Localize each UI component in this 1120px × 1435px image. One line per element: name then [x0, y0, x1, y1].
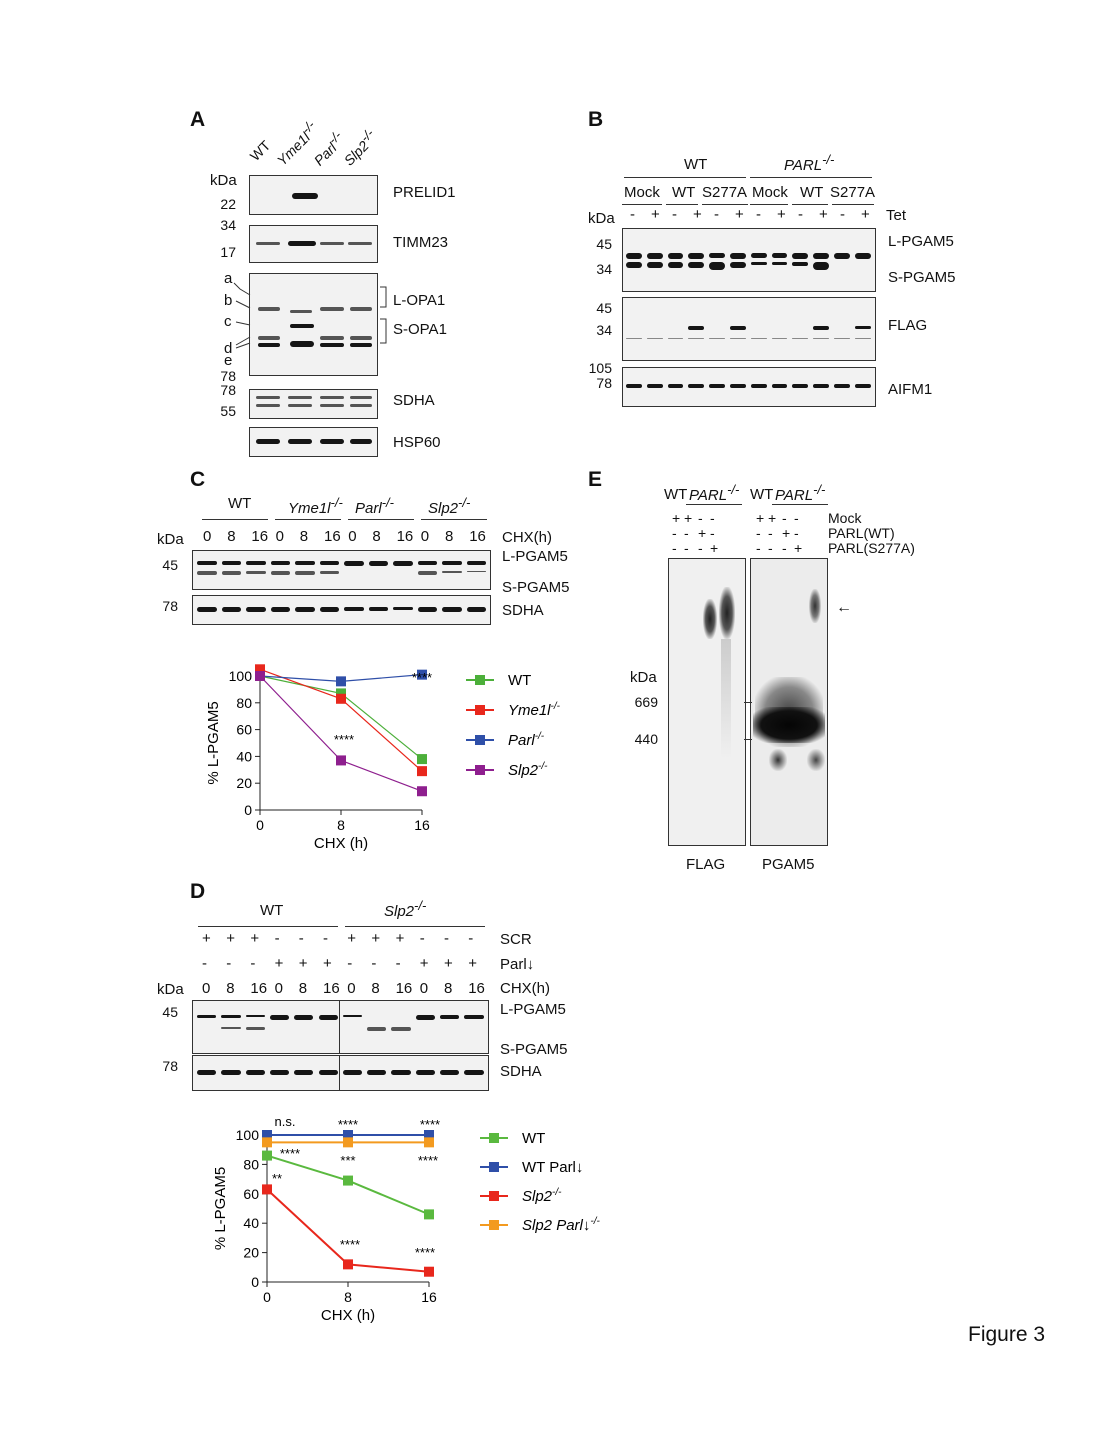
mw-marker: 45 [162, 557, 178, 573]
time-label: 16 [395, 980, 413, 997]
x-tick-label: 0 [263, 1289, 271, 1305]
time-label: 8 [299, 528, 309, 545]
panel-d-parl-row [194, 955, 490, 973]
parl-sign: - [395, 955, 401, 972]
group-label-slp2-d: Slp2-/- [384, 898, 427, 920]
blot-sdha-c [192, 595, 491, 625]
parl-s277a-sign: - [756, 540, 761, 556]
parl-s277a-sign: + [794, 540, 803, 556]
tet-sign: + [777, 206, 786, 223]
y-axis-label: % L-PGAM5 [212, 1166, 229, 1251]
kda-label: kDa [630, 669, 657, 686]
mw-marker: 34 [596, 322, 612, 338]
time-label: 0 [420, 528, 430, 545]
legend-marker [489, 1220, 499, 1230]
scr-sign: + [202, 930, 211, 947]
opa1-letter-a: a [224, 270, 233, 287]
time-label: 8 [371, 980, 380, 997]
y-tick-label: 100 [235, 1127, 259, 1143]
time-label: 16 [469, 528, 486, 545]
time-label: 16 [251, 528, 269, 545]
legend-label: Parl-/- [508, 731, 545, 749]
opa1-letter-b: b [224, 292, 233, 309]
blot-aifm1-b [622, 367, 876, 407]
tet-label: Tet [886, 207, 907, 224]
parl-sign: + [444, 955, 453, 972]
time-label: 8 [444, 980, 453, 997]
kda-label: kDa [157, 981, 184, 998]
label-s-pgam5-c: S-PGAM5 [502, 579, 570, 596]
significance-label: **** [337, 1117, 359, 1132]
data-point [417, 766, 427, 776]
significance-label: **** [279, 1146, 301, 1161]
lane-label-slp2: Slp2-/- [340, 125, 377, 169]
parl-sign: + [468, 955, 477, 972]
significance-label: **** [411, 670, 433, 685]
panel-e-mock-row [668, 510, 828, 524]
legend-label: Yme1l-/- [508, 701, 560, 719]
y-tick-label: 40 [236, 748, 252, 765]
parl-s277a-sign: - [684, 540, 689, 556]
y-tick-label: 60 [243, 1185, 259, 1202]
data-point [262, 1184, 272, 1194]
parl-s277a-sign: - [672, 540, 677, 556]
time-label: 8 [298, 980, 308, 997]
scr-sign: - [419, 930, 425, 947]
scr-sign: - [323, 930, 328, 947]
panel-d-scr-row [194, 930, 490, 948]
mock-sign: + [768, 510, 777, 526]
bottom-label-flag: FLAG [686, 856, 726, 873]
parl-wt-sign: + [782, 525, 791, 541]
label-flag-b: FLAG [888, 317, 928, 334]
scr-sign: + [250, 930, 260, 947]
panel-e-parl-wt-row [668, 525, 828, 539]
scr-sign: + [371, 930, 381, 947]
mw-marker: 17 [220, 244, 236, 260]
tet-sign: - [798, 206, 803, 223]
parl-wt-sign: - [672, 525, 677, 541]
x-tick-label: 0 [256, 817, 264, 833]
group-label: WT [228, 495, 252, 512]
mw-marker: 78 [162, 1058, 178, 1074]
label-s-pgam5-d: S-PGAM5 [500, 1041, 568, 1058]
parl-s277a-sign: - [768, 540, 773, 556]
legend-label: WT [522, 1130, 546, 1147]
legend-label: Slp2 Parl↓-/- [522, 1216, 600, 1234]
group-label-wt: WT [684, 156, 708, 173]
blot-pgam5-d [192, 1000, 489, 1054]
mock-sign: - [782, 510, 787, 526]
opa1-leader-lines [230, 275, 260, 355]
time-label: 16 [324, 528, 341, 545]
group-label: Parl-/- [355, 495, 394, 517]
parl-sign: - [347, 955, 353, 972]
time-label: 16 [396, 528, 414, 545]
header-parl-1: PARL-/- [689, 482, 740, 504]
mw-marker: 105 [588, 360, 612, 376]
time-label: 8 [445, 528, 454, 545]
blot-timm23 [249, 225, 378, 263]
parl-s277a-row-label: PARL(S277A) [828, 540, 915, 556]
y-tick-label: 0 [251, 1274, 259, 1290]
mw-marker: 78 [596, 375, 612, 391]
data-point [262, 1151, 272, 1161]
label-sdha-d: SDHA [500, 1063, 542, 1080]
figure-label: Figure 3 [968, 1323, 1046, 1346]
significance-label: n.s. [274, 1114, 296, 1129]
blot-flag-b [622, 297, 876, 361]
significance-label: **** [419, 1117, 441, 1132]
scr-sign: + [226, 930, 235, 947]
mw-marker: 55 [220, 403, 236, 419]
subgroup-label: WT [672, 184, 696, 201]
data-point [343, 1259, 353, 1269]
tet-sign: + [651, 206, 660, 223]
panel-d-letter: D [190, 880, 206, 903]
scr-sign: - [298, 930, 304, 947]
label-s-opa1: S-OPA1 [393, 321, 447, 338]
parl-s277a-sign: - [782, 540, 787, 556]
parl-sign: + [274, 955, 284, 972]
panel-c-groups [200, 495, 490, 521]
label-sdha: SDHA [393, 392, 435, 409]
opa1-letter-d: d [224, 340, 233, 357]
kda-label: kDa [588, 210, 615, 227]
parl-wt-row-label: PARL(WT) [828, 525, 895, 541]
header-parl-2: PARL-/- [775, 482, 826, 504]
mw-marker: 78 [220, 382, 236, 398]
group-label-parl: PARL-/- [784, 152, 835, 174]
x-tick-label: 16 [421, 1289, 437, 1305]
time-label: 0 [347, 980, 356, 997]
panel-a-letter: A [190, 108, 206, 131]
group-label: Slp2-/- [428, 495, 471, 517]
tet-sign: - [714, 206, 719, 223]
tet-sign: - [840, 206, 845, 223]
blot-hsp60 [249, 427, 378, 457]
arrow-indicator: ← [836, 599, 852, 616]
opa1-letter-e: e [224, 352, 233, 369]
data-point [417, 754, 427, 764]
x-tick-label: 16 [414, 817, 430, 833]
data-point [336, 755, 346, 765]
y-tick-label: 0 [244, 802, 252, 818]
legend-marker [475, 705, 485, 715]
tet-sign: - [672, 206, 677, 223]
lane-label-yme1l: Yme1l-/- [273, 117, 318, 169]
mock-sign: + [756, 510, 765, 526]
time-label: 8 [227, 528, 236, 545]
lane-label-parl: Parl-/- [310, 127, 345, 169]
scr-sign: + [347, 930, 356, 947]
opa1-brackets [378, 285, 390, 345]
chart-c [190, 640, 610, 870]
label-hsp60: HSP60 [393, 434, 441, 451]
blot-pgam5-c [192, 550, 491, 590]
y-tick-label: 100 [228, 668, 252, 684]
y-tick-label: 40 [243, 1215, 259, 1232]
label-aifm1-b: AIFM1 [888, 381, 933, 398]
header-wt-1: WT [664, 486, 688, 503]
x-axis-label: CHX (h) [313, 835, 369, 852]
label-prelid1: PRELID1 [393, 184, 456, 201]
time-label: 0 [348, 528, 357, 545]
parl-sign: - [250, 955, 256, 972]
scr-sign: + [395, 930, 405, 947]
bottom-label-pgam5: PGAM5 [762, 856, 815, 873]
subgroup-label: S277A [702, 184, 748, 201]
significance-label: **** [414, 1245, 436, 1260]
parl-sign: - [371, 955, 377, 972]
legend-label: Slp2-/- [522, 1187, 562, 1205]
legend-marker [475, 735, 485, 745]
time-label: 16 [468, 980, 485, 997]
mw-marker: 45 [596, 236, 612, 252]
data-point [424, 1137, 434, 1147]
y-tick-label: 20 [243, 1244, 259, 1261]
parl-wt-sign: - [768, 525, 773, 541]
subgroup-label: Mock [624, 184, 660, 201]
data-point [336, 694, 346, 704]
mw-marker: 440 [634, 731, 658, 747]
mw-marker: 78 [220, 368, 236, 384]
panel-c-times [196, 528, 492, 546]
mw-marker: 45 [596, 300, 612, 316]
parl-knockdown-label: Parl↓ [500, 956, 535, 973]
parl-wt-sign: - [756, 525, 761, 541]
blot-prelid1 [249, 175, 378, 215]
mw-marker: 22 [220, 196, 236, 212]
time-label: 8 [372, 528, 381, 545]
blot-flag-e [668, 558, 746, 846]
panel-d-times [194, 980, 490, 998]
scr-sign: - [444, 930, 449, 947]
mock-sign: - [794, 510, 799, 526]
y-axis-label: % L-PGAM5 [205, 701, 222, 785]
data-point [255, 671, 265, 681]
parl-sign: + [323, 955, 332, 972]
scr-sign: - [468, 930, 474, 947]
subgroup-label: S277A [830, 184, 876, 201]
y-tick-label: 20 [236, 775, 252, 792]
time-label: 0 [202, 980, 211, 997]
subgroup-label: WT [800, 184, 824, 201]
significance-label: ** [271, 1171, 283, 1186]
blot-sdha [249, 389, 378, 419]
data-point [343, 1176, 353, 1186]
panel-e-parl-s277a-row [668, 540, 828, 554]
legend-marker [489, 1133, 499, 1143]
parl-wt-sign: - [684, 525, 689, 541]
blot-pgam5-e [750, 558, 828, 846]
significance-label: **** [339, 1237, 361, 1252]
label-l-opa1: L-OPA1 [393, 292, 446, 309]
label-l-pgam5-b: L-PGAM5 [888, 233, 954, 250]
legend-marker [489, 1162, 499, 1172]
significance-label: **** [417, 1153, 439, 1168]
time-label: 8 [226, 980, 235, 997]
kda-label: kDa [157, 531, 184, 548]
time-label: 0 [275, 528, 284, 545]
data-point [262, 1137, 272, 1147]
parl-s277a-sign: + [710, 540, 719, 556]
label-s-pgam5-b: S-PGAM5 [888, 269, 956, 286]
data-point [424, 1209, 434, 1219]
subgroup-label: Mock [752, 184, 788, 201]
mw-marker: 34 [596, 261, 612, 277]
y-tick-label: 80 [243, 1156, 259, 1173]
group-label-wt-d: WT [260, 902, 284, 919]
tet-sign: + [693, 206, 702, 223]
header-wt-2: WT [750, 486, 774, 503]
mock-sign: + [684, 510, 693, 526]
opa1-letter-c: c [224, 313, 232, 330]
group-label: Yme1l-/- [288, 495, 343, 517]
data-point [417, 786, 427, 796]
blot-sdha-d [192, 1055, 489, 1091]
tet-sign: + [735, 206, 744, 223]
parl-sign: + [419, 955, 429, 972]
mw-marker: 669 [634, 694, 658, 710]
scr-label: SCR [500, 931, 532, 948]
tet-sign: - [756, 206, 761, 223]
data-point [336, 676, 346, 686]
time-label: 0 [419, 980, 429, 997]
kda-label: kDa [210, 172, 237, 189]
blot-pgam5-b [622, 228, 876, 292]
time-label: 0 [203, 528, 212, 545]
label-timm23: TIMM23 [393, 234, 449, 251]
mock-sign: + [672, 510, 681, 526]
mock-row-label: Mock [828, 510, 862, 526]
significance-label: *** [340, 1153, 356, 1168]
panel-b-letter: B [588, 108, 604, 131]
tet-sign: - [630, 206, 635, 223]
blot-opa1 [249, 273, 378, 376]
significance-label: **** [333, 732, 355, 747]
tet-sign: + [819, 206, 828, 223]
parl-wt-sign: - [710, 525, 715, 541]
tet-sign: + [861, 206, 870, 223]
mw-marker: 78 [162, 598, 178, 614]
x-tick-label: 8 [337, 817, 345, 833]
x-tick-label: 8 [344, 1289, 352, 1305]
time-label: 0 [274, 980, 283, 997]
time-label: 16 [250, 980, 268, 997]
legend-label: WT [508, 672, 532, 689]
parl-sign: + [298, 955, 308, 972]
x-axis-label: CHX (h) [320, 1307, 376, 1324]
mw-marker: 45 [162, 1004, 178, 1020]
time-label: 16 [323, 980, 340, 997]
lane-label-wt: WT [246, 137, 274, 164]
chx-label-d: CHX(h) [500, 980, 551, 997]
parl-s277a-sign: - [698, 540, 703, 556]
legend-marker [489, 1191, 499, 1201]
label-l-pgam5-d: L-PGAM5 [500, 1001, 566, 1018]
data-point [343, 1137, 353, 1147]
parl-wt-sign: - [794, 525, 799, 541]
chart-d [190, 1110, 640, 1340]
legend-label: Slp2-/- [508, 761, 548, 779]
data-point [424, 1267, 434, 1277]
parl-sign: - [226, 955, 232, 972]
legend-label: WT Parl↓ [522, 1159, 584, 1176]
chx-label-c: CHX(h) [502, 529, 553, 546]
y-tick-label: 60 [236, 721, 252, 738]
legend-marker [475, 675, 485, 685]
parl-wt-sign: + [698, 525, 707, 541]
panel-c-letter: C [190, 468, 206, 491]
panel-b-subgroups [622, 184, 876, 204]
mw-marker: 34 [220, 217, 236, 233]
panel-e-letter: E [588, 468, 603, 491]
label-sdha-c: SDHA [502, 602, 544, 619]
parl-sign: - [202, 955, 207, 972]
legend-marker [475, 765, 485, 775]
scr-sign: - [274, 930, 280, 947]
mock-sign: - [710, 510, 715, 526]
y-tick-label: 80 [236, 694, 252, 711]
label-l-pgam5-c: L-PGAM5 [502, 548, 568, 565]
mock-sign: - [698, 510, 703, 526]
panel-b-tet-row [622, 206, 876, 224]
